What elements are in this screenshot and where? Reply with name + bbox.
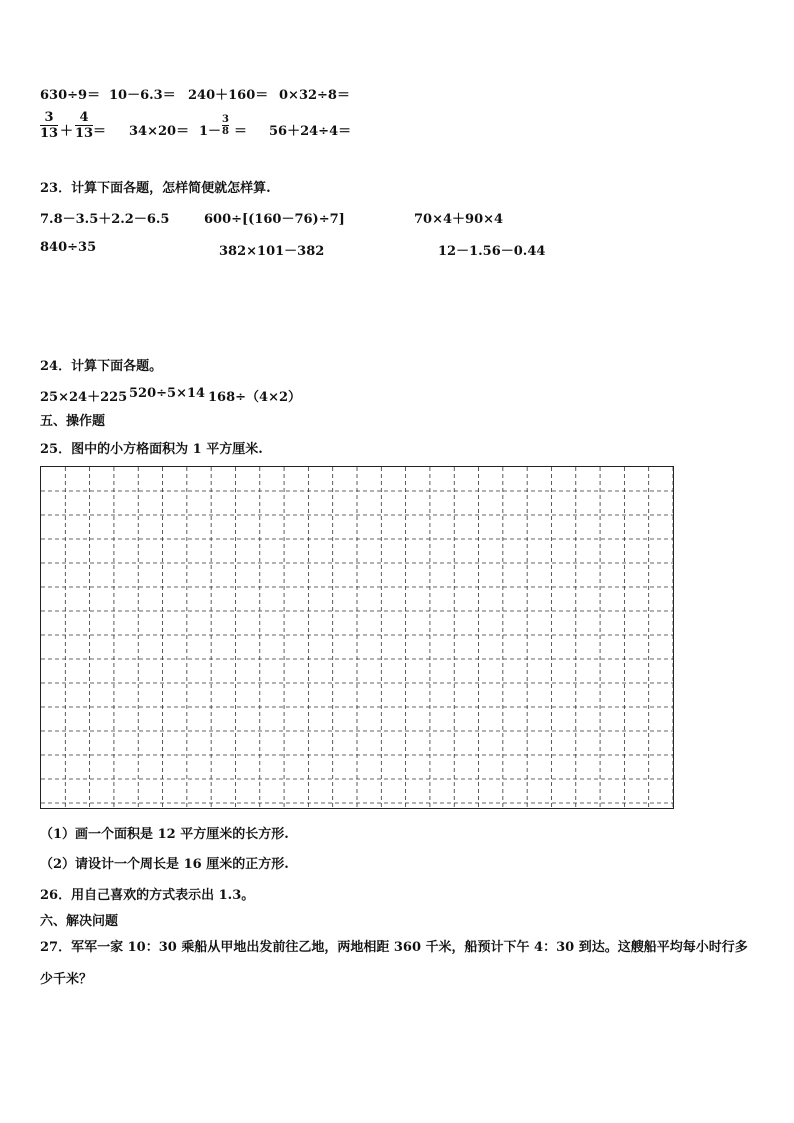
q25-sub1: （1）画一个面积是 12 平方厘米的长方形.	[40, 827, 289, 842]
q23-expr-1: 7.8－3.5＋2.2－6.5	[40, 212, 170, 227]
section-heading-problems: 六、解决问题	[40, 914, 119, 929]
fraction-3-13	[40, 110, 58, 141]
equals-sign: ＝	[93, 124, 107, 139]
fraction-denominator: 13	[75, 126, 94, 141]
q23-expr-4: 840÷35	[40, 240, 97, 255]
fraction-numerator: 3	[44, 110, 54, 125]
fraction-denominator: 8	[222, 126, 229, 137]
fraction-numerator: 3	[222, 114, 229, 125]
square-grid[interactable]	[40, 466, 674, 809]
oral-item-3: 240＋160＝	[188, 88, 269, 103]
oral-item-1: 630÷9＝	[40, 88, 101, 103]
q25-sub2: （2）请设计一个周长是 16 厘米的正方形.	[40, 857, 289, 872]
fraction-denominator: 13	[40, 126, 59, 141]
oral-item-2: 10－6.3＝	[109, 88, 176, 103]
q24-expr-1: 25×24＋225	[40, 390, 128, 405]
q27-line2: 少千米？	[40, 972, 93, 987]
q23-title: 23．计算下面各题，怎样简便就怎样算.	[40, 181, 271, 196]
q24-expr-2: 520÷5×14	[129, 386, 206, 401]
q25-title: 25．图中的小方格面积为 1 平方厘米.	[40, 442, 263, 457]
fraction-3-8	[222, 114, 229, 137]
q23-expr-3: 70×4＋90×4	[414, 212, 504, 227]
q23-expr-6: 12－1.56－0.44	[438, 244, 546, 259]
q24-expr-3: 168÷（4×2）	[208, 390, 302, 405]
section-heading-operations: 五、操作题	[40, 414, 106, 429]
fraction-numerator: 4	[79, 110, 89, 125]
q24-title: 24．计算下面各题。	[40, 359, 163, 374]
q27-line1: 27．军军一家 10：30 乘船从甲地出发前往乙地，两地相距 360 千米，船预计下午 4：30 到达。这艘船平均每小时行多	[40, 940, 748, 955]
plus-sign: ＋	[60, 124, 74, 139]
q26-title: 26．用自己喜欢的方式表示出 1.3。	[40, 888, 255, 903]
fraction-4-13	[75, 110, 93, 141]
oral-item-8: 56＋24÷4＝	[269, 124, 352, 139]
q23-expr-2: 600÷[(160－76)÷7]	[204, 212, 345, 227]
q23-expr-5: 382×101－382	[219, 244, 325, 259]
one-minus: 1－	[199, 124, 222, 139]
oral-item-6: 34×20＝	[129, 124, 190, 139]
oral-item-4: 0×32÷8＝	[279, 88, 350, 103]
equals-sign: ＝	[234, 124, 248, 139]
